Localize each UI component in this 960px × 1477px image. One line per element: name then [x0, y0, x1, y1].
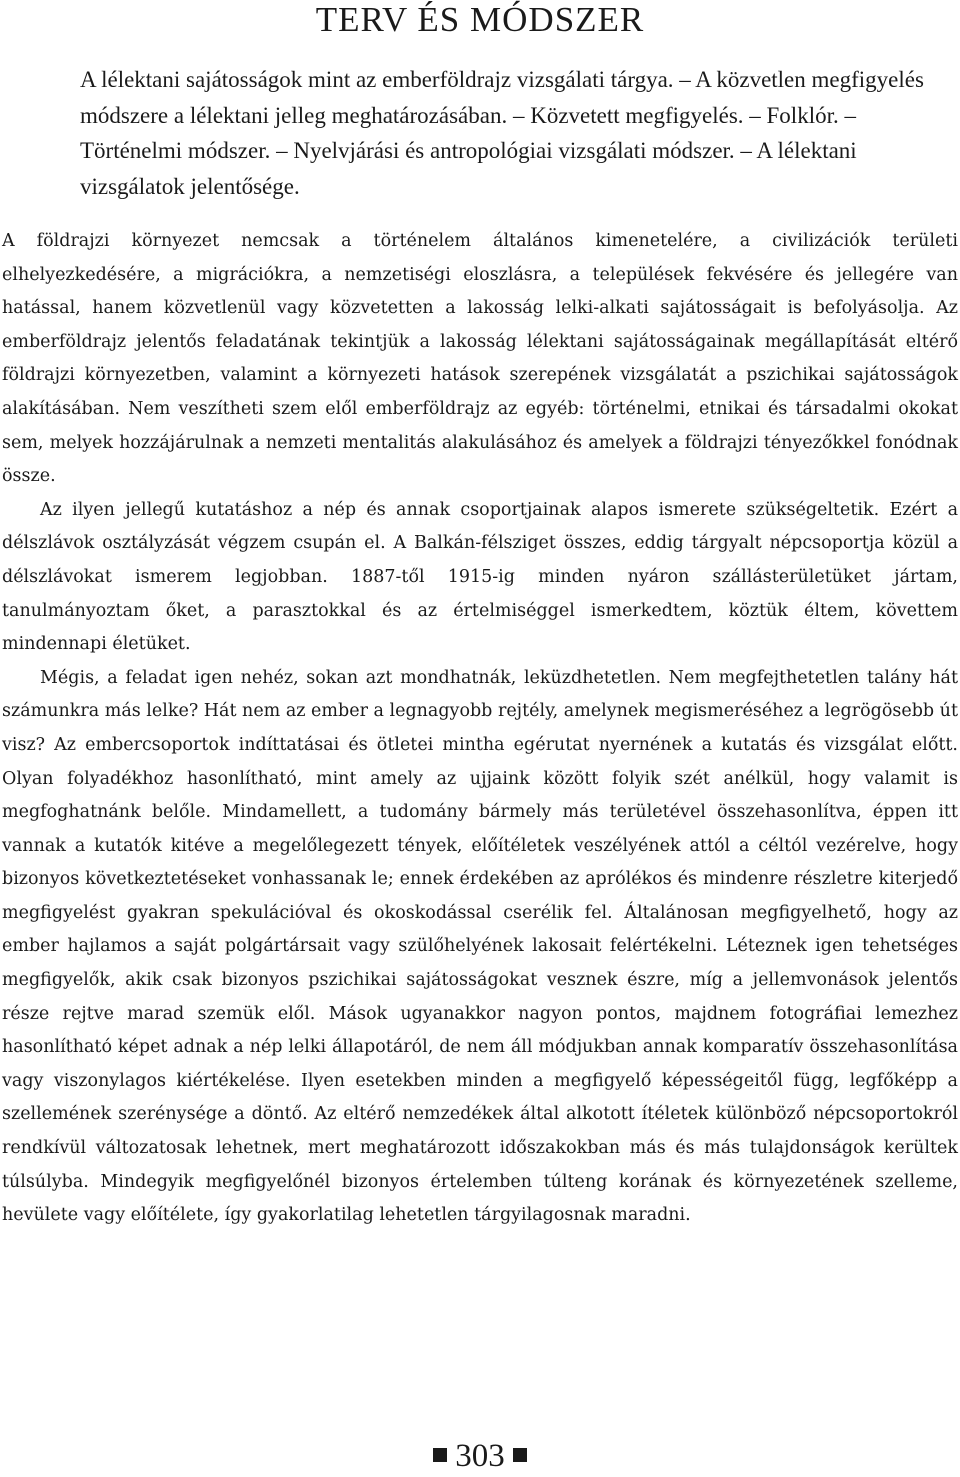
page-footer — [0, 1436, 960, 1476]
paragraph-1: A földrajzi környezet nemcsak a történelem általános kimenetelére, a civilizációk területi elhelyezkedésére, a migrációkra, a nemzetiségi eloszlásra, a települések fekvésére és jellegére van hatással, hanem közvetlenül vagy közvetetten a lakosság lelki-alkati sajátosságait is befolyásolja. Az emberföldrajz jelentős feladatának tekintjük a lakosság lélektani sajátosságainak megállapítását eltérő földrajzi környezetben, valamint a környezeti hatások szerepének vizsgálatát a pszichikai sajátosságok alakításában. Nem veszítheti szem elől emberföldrajz az egyéb: történelmi, etnikai és társadalmi okokat sem, melyek hozzájárulnak a nemzeti mentalitás alakulásához és amelyek a földrajzi tényezőkkel fonódnak össze. — [2, 231, 958, 487]
page-title: TERV ÉS MÓDSZER — [315, 0, 645, 39]
paragraph-2: Az ilyen jellegű kutatáshoz a nép és annak csoportjainak alapos ismerete szükségeltetik. Ezért a délszlávok osztályzását végzem csupán el. A Balkán-félsziget összes, eddig tárgyalt népcsoportja közül a délszlávokat ismerem legjobban. 1887-től 1915-ig minden nyáron szállásterületüket jártam, tanulmányoztam őket, a parasztokkal és az értelmiséggel ismerkedtem, köztük éltem, követtem mindennapi életüket. — [2, 499, 958, 655]
chapter-summary: A lélektani sajátosságok mint az emberföldrajz vizsgálati tárgya. – A közvetlen megfigyelés módszere a lélektani jelleg meghatározásában. – Közvetett megfigyelés. – Folklór. – Történelmi módszer. – Nyelvjárási és antropológiai vizsgálati módszer. – A lélektani vizsgálatok jelentősége. — [80, 67, 924, 199]
right-square-ornament — [513, 1448, 527, 1462]
left-square-ornament — [433, 1448, 447, 1462]
page-number: 303 — [455, 1438, 505, 1474]
paragraph-3: Mégis, a feladat igen nehéz, sokan azt mondhatnák, leküzdhetetlen. Nem megfejthetetlen talány hát számunkra más lelke? Hát nem az ember a legnagyobb rejtély, amelynek megismeréséhez a legrögösebb út visz? Az embercsoportok indíttatásai és ötletei mintha egérutat nyernének a kutatás és vizsgálat előtt. Olyan folyadékhoz hasonlítható, mint amely az ujjaink között folyik szét anélkül, hogy valamit is megfoghatnánk belőle. Mindamellett, a tudomány bármely más területével összehasonlítva, éppen itt vannak a kutatók kitéve a megelőlegezett tények, előítéletek veszélyének attól a céltól vezérelve, hogy bizonyos következtetéseket vonhassanak le; ennek érdekében az aprólékos és mindenre részletre kiterjedő megfigyelést gyakran spekulációval és okoskodással cserélik fel. Általánosan megfigyelhető, hogy az ember hajlamos a saját polgártársait vagy szülőhelyének lakosait felértékelni. Léteznek igen tehetséges megfigyelők, akik csak bizonyos pszichikai sajátosságokat vesznek észre, míg a jellemvonások jelentős része rejtve marad szemük elől. Mások ugyanakkor nagyon pontos, majdnem fotográfiai lemezhez hasonlítható képet adnak a nép lelki állapotáról, de nem áll módjukban annak komparatív összehasonlítása vagy viszonylagos kiértékelése. Ilyen esetekben minden a megfigyelő képességeitől függ, legfőképp a szellemének szerénysége a döntő. Az eltérő nemzedékek által alkotott ítéletek különböző népcsoportokról rendkívül változatosak lehetnek, mert meghatározott időszakokban más és más tulajdonságok kerültek túlsúlyba. Mindegyik megfigyelőnél bizonyos értelemben túlteng korának és környezetének szelleme, hevülete vagy előítélete, így gyakorlatilag lehetetlen tárgyilagosnak maradni. — [2, 667, 958, 1226]
body-text — [2, 225, 958, 1233]
